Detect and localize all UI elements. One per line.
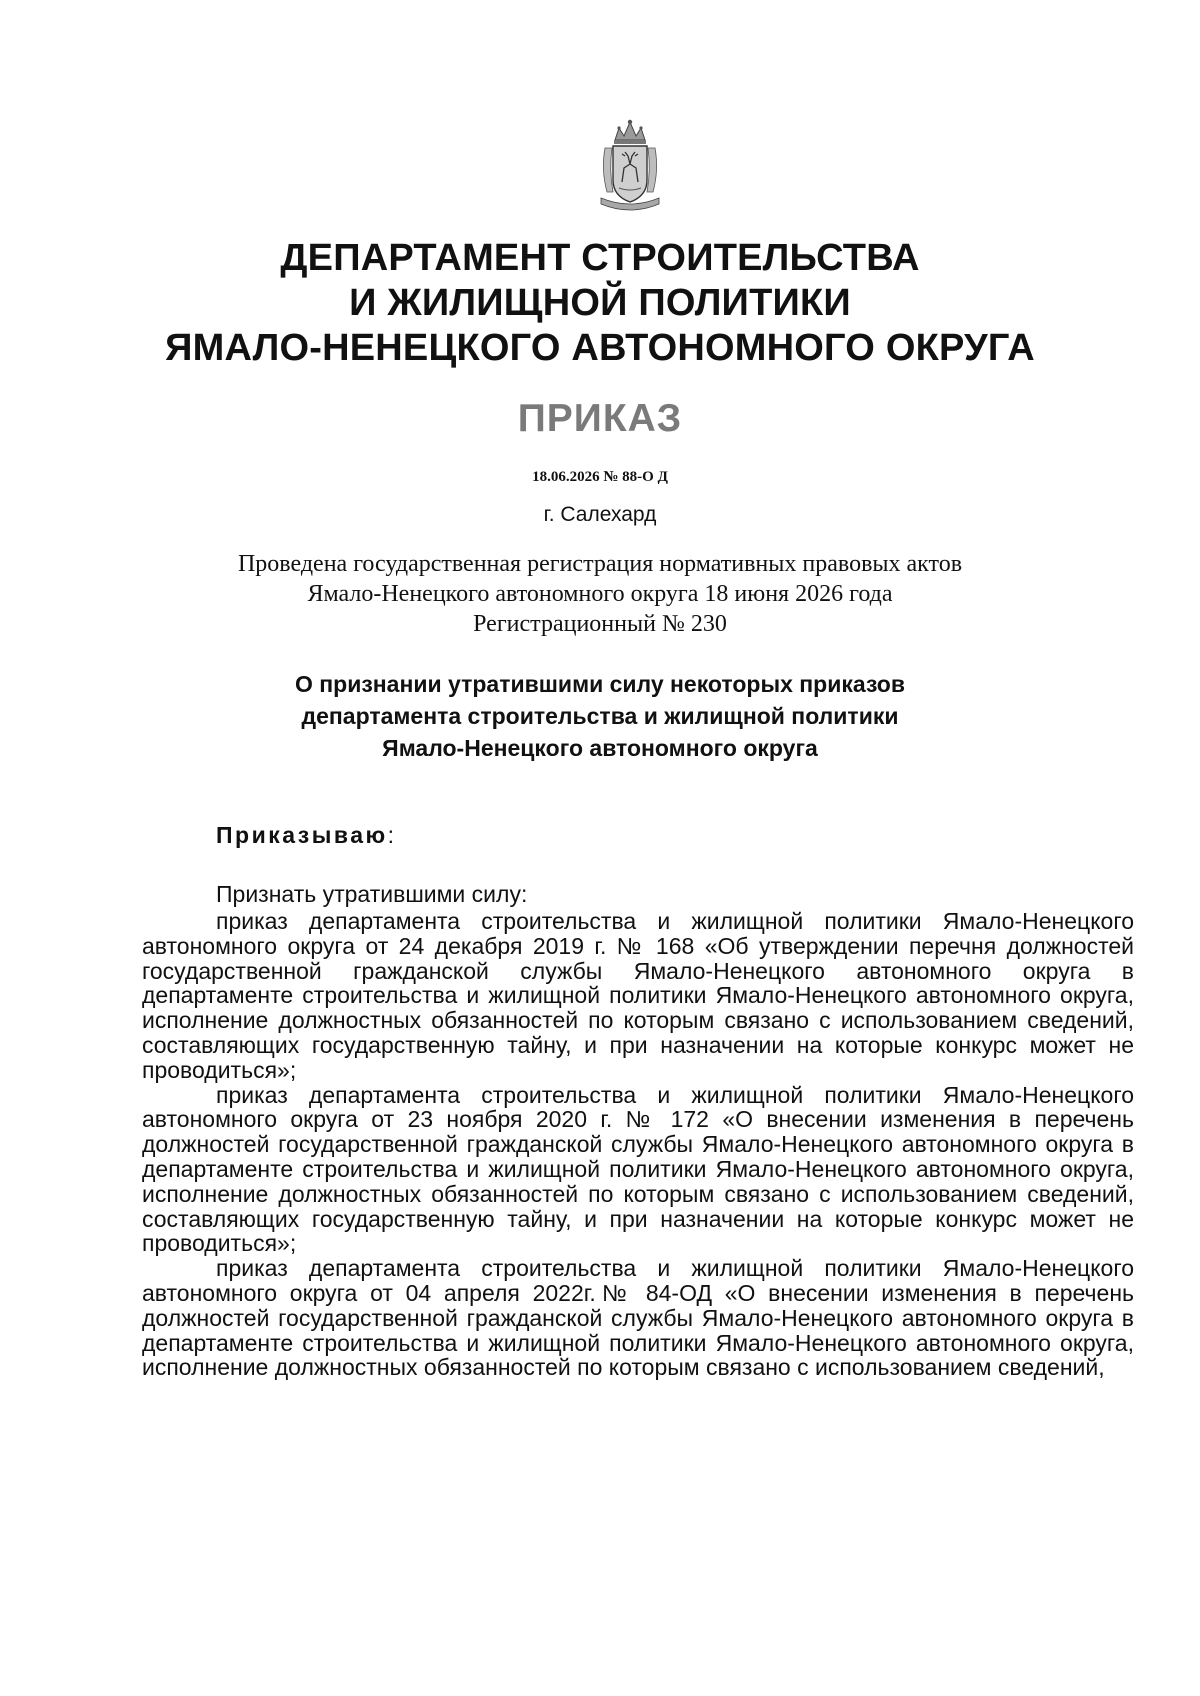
order-intro: Признать утратившими силу:	[216, 881, 528, 907]
document-body	[142, 909, 1134, 1380]
subject-line: Ямало-Ненецкого автономного округа	[382, 735, 818, 761]
department-line: И ЖИЛИЩНОЙ ПОЛИТИКИ	[349, 282, 851, 324]
registration-line: Регистрационный № 230	[473, 611, 727, 637]
coat-of-arms-icon	[595, 118, 665, 216]
revoked-order-item: приказ департамента строительства и жилищной политики Ямало-Ненецкого автономного округа от 23 ноября 2020 г. № 172 «О внесении изменения в перечень должностей государственной гражданской службы Ямало-Ненецкого автономного округа в департаменте строительства и жилищной политики Ямало-Ненецкого автономного округа, исполнение должностных обязанностей по которым связано с использованием сведений, составляющих государственную тайну, и при назначении на которые конкурс может не проводиться»;	[142, 1081, 1134, 1257]
registration-line: Ямало-Ненецкого автономного округа 18 июня 2026 года	[307, 581, 893, 607]
order-statement	[216, 820, 394, 850]
department-line: ЯМАЛО-НЕНЕЦКОГО АВТОНОМНОГО ОКРУГА	[165, 327, 1035, 369]
order-colon: :	[387, 822, 395, 848]
department-name	[0, 236, 1200, 371]
revoked-order-item: приказ департамента строительства и жилищной политики Ямало-Ненецкого автономного округа от 04 апреля 2022г.№ 84-ОД «О внесении изменения в перечень должностей государственной гражданской службы Ямало-Ненецкого автономного округа в департаменте строительства и жилищной политики Ямало-Ненецкого автономного округа, исполнение должностных обязанностей по которым связано с использованием сведений,	[142, 1255, 1134, 1381]
subject-line: департамента строительства и жилищной политики	[301, 703, 899, 729]
department-line: ДЕПАРТАМЕНТ СТРОИТЕЛЬСТВА	[280, 237, 920, 279]
revoked-order-item: приказ департамента строительства и жилищной политики Ямало-Ненецкого автономного округа от 24 декабря 2019 г. № 168 «Об утверждении перечня должностей государственной гражданской службы Ямало-Ненецкого автономного округа в департаменте строительства и жилищной политики Ямало-Ненецкого автономного округа, исполнение должностных обязанностей по которым связано с использованием сведений, составляющих государственную тайну, и при назначении на которые конкурс может не проводиться»;	[142, 908, 1134, 1083]
subject-line: О признании утратившими силу некоторых приказов	[295, 671, 905, 697]
city: г. Салехард	[543, 503, 657, 526]
document-subject	[0, 668, 1200, 764]
document-date-number: 18.06.2026 № 88-О Д	[532, 469, 668, 485]
registration-note	[0, 549, 1200, 639]
order-word: Приказываю	[216, 822, 388, 848]
registration-line: Проведена государственная регистрация нормативных правовых актов	[237, 551, 963, 577]
document-type: ПРИКАЗ	[517, 397, 683, 440]
